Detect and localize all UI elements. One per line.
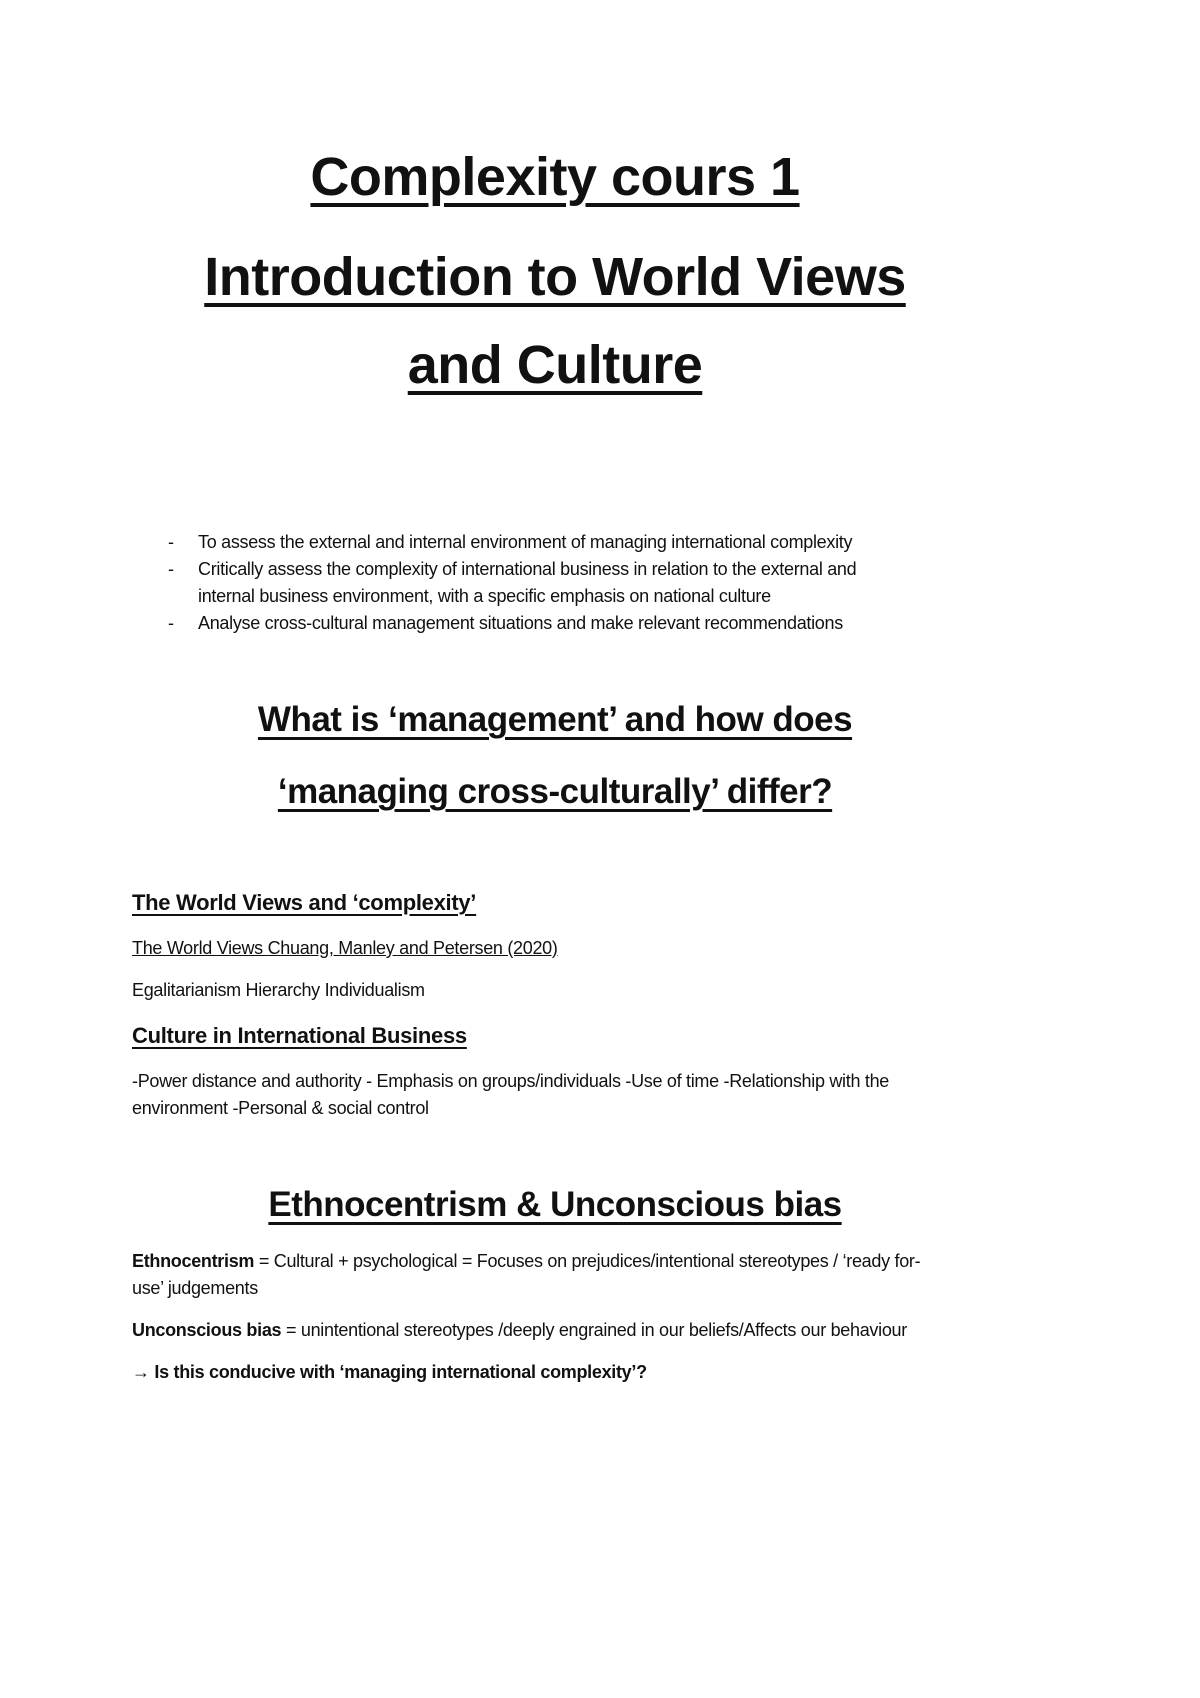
bullet-marker: - (168, 613, 174, 633)
ethno-definition (132, 1251, 920, 1272)
ethno-def-cont: use’ judgements (132, 1278, 258, 1298)
bias-def: = unintentional stereotypes /deeply engrained in our beliefs/Affects our behaviour (281, 1320, 907, 1340)
ethno-heading: Ethnocentrism & Unconscious bias (268, 1185, 842, 1224)
world-views-types: Egalitarianism Hierarchy Individualism (132, 980, 425, 1000)
world-views-heading: The World Views and ‘complexity’ (132, 890, 477, 915)
culture-heading: Culture in International Business (132, 1023, 467, 1048)
bias-definition (132, 1320, 907, 1341)
title-line-3: and Culture (407, 335, 703, 395)
bullet-marker: - (168, 559, 174, 579)
ethno-def: = Cultural + psychological = Focuses on prejudices/intentional stereotypes / ‘ready for- (254, 1251, 921, 1271)
ethno-term: Ethnocentrism (132, 1251, 255, 1271)
management-heading-1: What is ‘management’ and how does (257, 700, 853, 739)
bullet-marker: - (168, 532, 174, 552)
culture-line-2: environment -Personal & social control (132, 1098, 429, 1118)
culture-line-1: -Power distance and authority - Emphasis on groups/individuals -Use of time -Relationship with the (132, 1071, 889, 1091)
bias-term: Unconscious bias (132, 1320, 282, 1340)
question: → Is this conducive with ‘managing international complexity’? (132, 1362, 647, 1382)
title-line-2: Introduction to World Views (204, 247, 906, 307)
objective-3: Analyse cross-cultural management situations and make relevant recommendations (198, 613, 843, 633)
title-line-1: Complexity cours 1 (310, 147, 800, 207)
objective-2: Critically assess the complexity of international business in relation to the external and (198, 559, 857, 579)
management-heading-2: ‘managing cross-culturally’ differ? (277, 772, 833, 811)
world-views-reference: The World Views Chuang, Manley and Petersen (2020) (132, 938, 558, 958)
objective-1: To assess the external and internal environment of managing international complexity (198, 532, 853, 552)
objective-2-cont: internal business environment, with a specific emphasis on national culture (198, 586, 771, 606)
